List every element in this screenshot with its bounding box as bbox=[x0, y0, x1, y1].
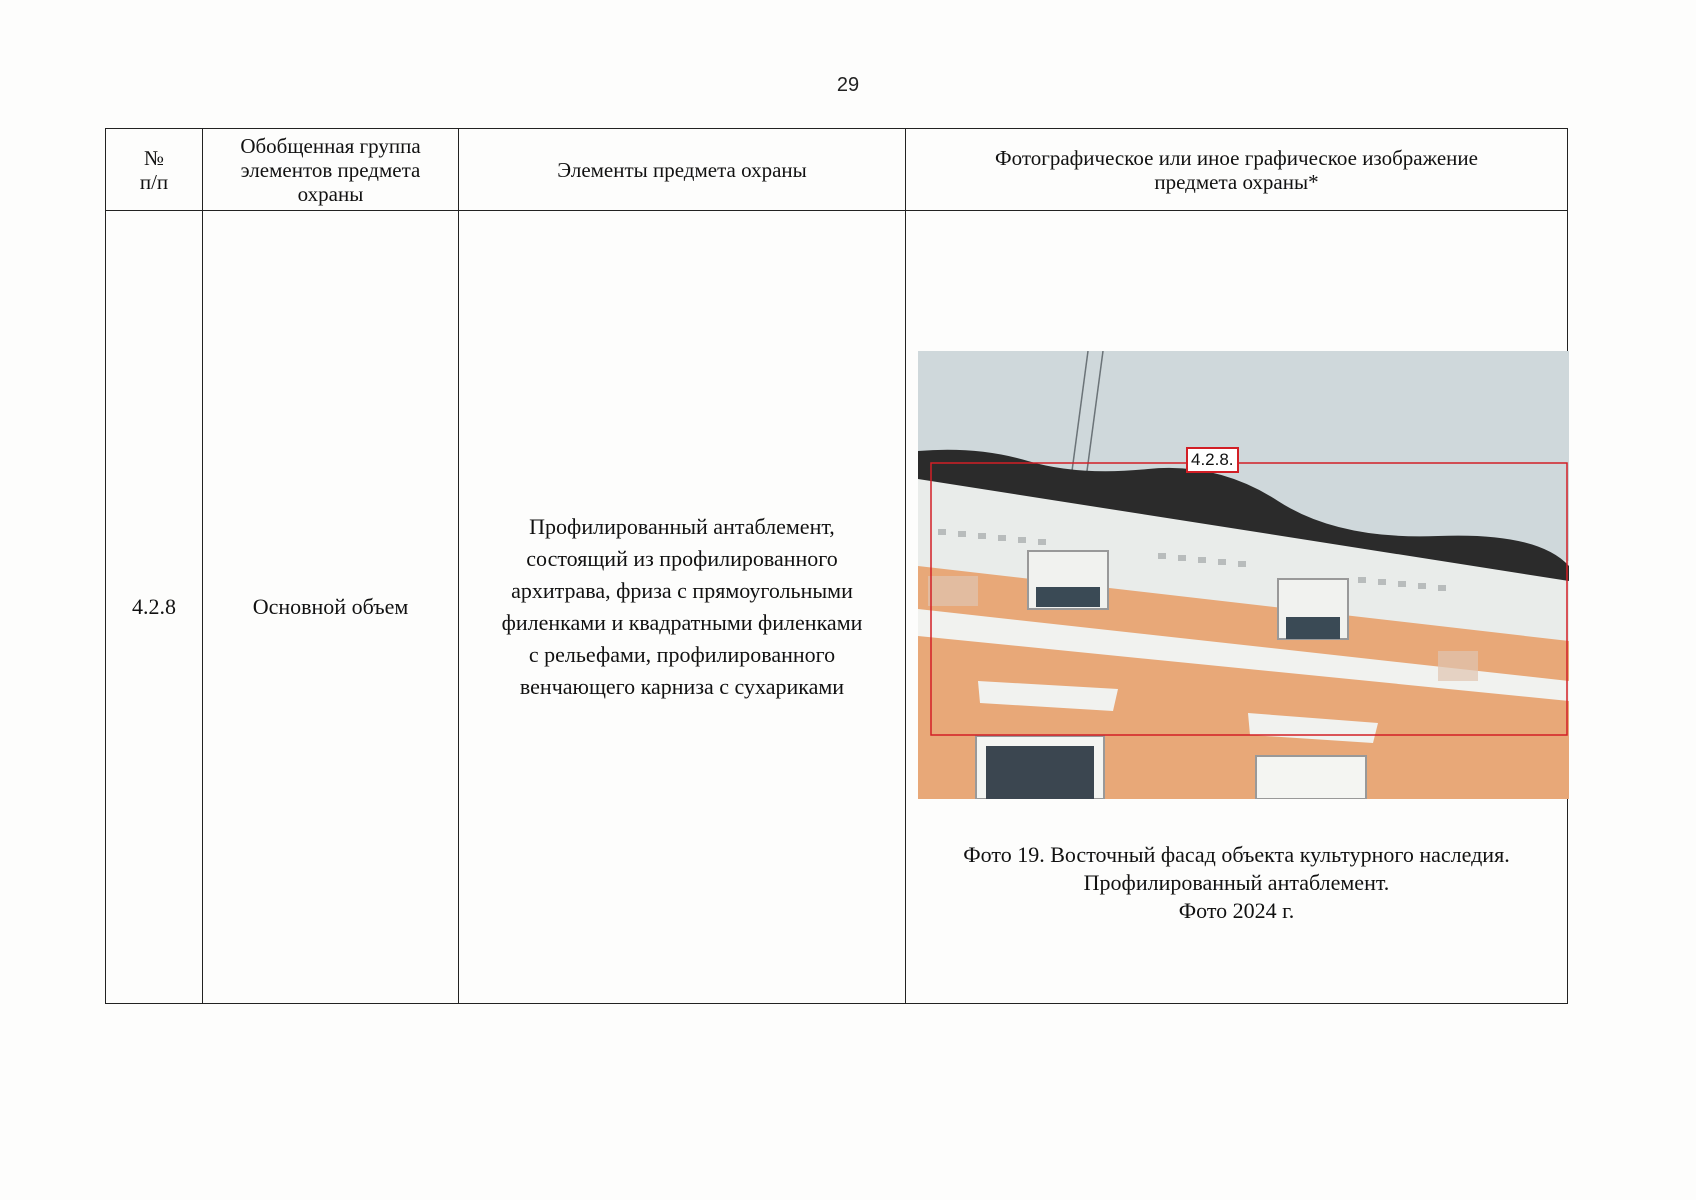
header-group-line-2: элементов предмета bbox=[240, 157, 421, 182]
facade-photo bbox=[918, 351, 1569, 799]
elements-line-4: филенками и квадратными филенками bbox=[501, 610, 863, 635]
page-number: 29 bbox=[836, 74, 860, 96]
header-image bbox=[906, 129, 1568, 211]
header-num-line-2: п/п bbox=[139, 169, 169, 194]
table-row bbox=[106, 211, 1568, 1004]
photo-element-tag: 4.2.8. bbox=[1186, 447, 1239, 473]
header-num-line-1: № bbox=[143, 145, 165, 170]
table-header-row bbox=[106, 129, 1568, 211]
elements-line-3: архитрава, фриза с прямоугольными bbox=[511, 578, 853, 603]
row-group: Основной объем bbox=[203, 211, 459, 1004]
elements-line-2: состоящий из профилированного bbox=[526, 546, 838, 571]
caption-line-3: Фото 2024 г. bbox=[1178, 898, 1295, 923]
header-num bbox=[106, 129, 203, 211]
header-group-line-1: Обобщенная группа bbox=[240, 133, 421, 158]
caption-line-1: Фото 19. Восточный фасад объекта культурного наследия. bbox=[963, 842, 1510, 867]
elements-line-6: венчающего карниза с сухариками bbox=[519, 674, 845, 699]
header-elements: Элементы предмета охраны bbox=[459, 129, 906, 211]
facade-photo-drawing bbox=[918, 351, 1569, 799]
elements-line-1: Профилированный антаблемент, bbox=[529, 514, 835, 539]
header-group-line-3: охраны bbox=[297, 181, 364, 206]
header-image-line-1: Фотографическое или иное графическое изображение bbox=[995, 145, 1478, 170]
row-num: 4.2.8 bbox=[106, 211, 203, 1004]
row-image-cell bbox=[906, 211, 1568, 1004]
header-image-line-2: предмета охраны* bbox=[1154, 169, 1319, 194]
photo-caption bbox=[906, 841, 1567, 925]
protection-table bbox=[105, 128, 1568, 1004]
header-group bbox=[203, 129, 459, 211]
elements-line-5: с рельефами, профилированного bbox=[528, 642, 836, 667]
row-elements bbox=[459, 211, 906, 1004]
caption-line-2: Профилированный антаблемент. bbox=[1083, 870, 1390, 895]
